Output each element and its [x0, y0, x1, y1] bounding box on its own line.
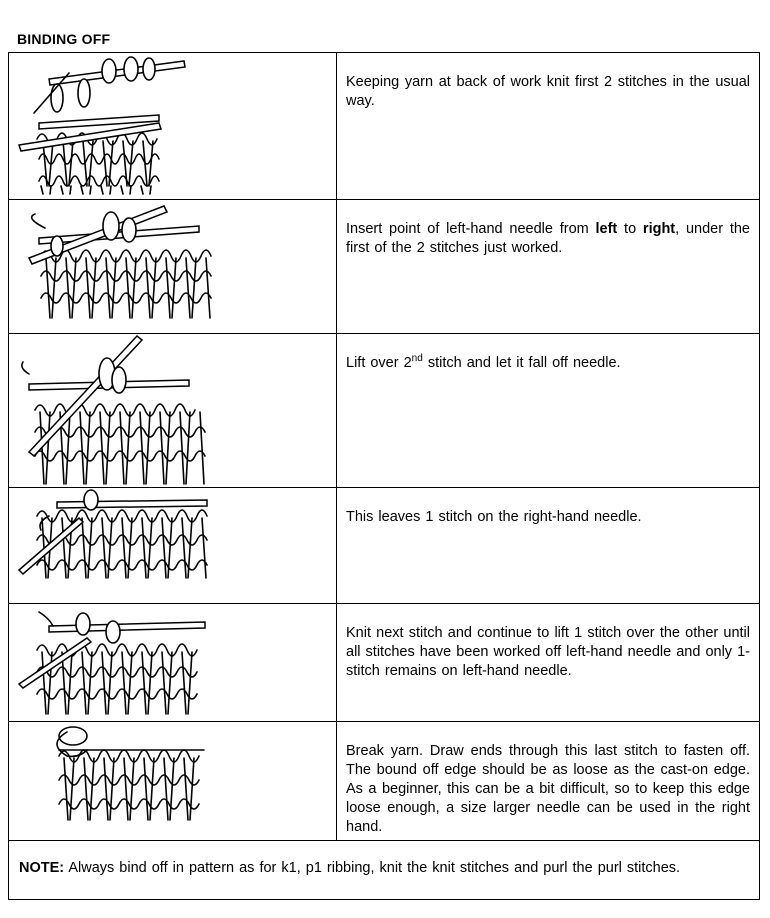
step-2-text — [337, 200, 760, 334]
step-2-text-after: , under the first of the 2 stitches just worked. — [346, 221, 750, 256]
step-5-illustration — [9, 604, 337, 722]
step-2-text-middle: to — [617, 221, 643, 237]
step-2-illustration — [9, 200, 337, 334]
step-3-text — [337, 334, 760, 488]
step-3-text-before: Lift over 2 — [346, 355, 412, 371]
step-2-bold-left: left — [595, 221, 618, 237]
step-row-1 — [9, 53, 760, 200]
note-text — [9, 841, 760, 900]
step-1-illustration — [9, 53, 337, 200]
step-row-6 — [9, 722, 760, 841]
step-3-illustration — [9, 334, 337, 488]
step-row-4 — [9, 488, 760, 604]
step-6-text: Break yarn. Draw ends through this last stitch to fasten off. The bound off edge should be as loose as the cast-on edge. As a beginner, this can be a bit difficult, so to keep this edge loose enough, a size larger needle can be used in the right hand. — [337, 722, 760, 841]
note-row — [9, 841, 760, 900]
step-row-2 — [9, 200, 760, 334]
lift-stitch-over-icon — [9, 334, 336, 487]
note-label: NOTE: — [19, 860, 65, 876]
step-4-text: This leaves 1 stitch on the right-hand needle. — [337, 488, 760, 604]
step-3-superscript: nd — [411, 353, 423, 365]
instructions-table — [8, 52, 760, 900]
step-row-3 — [9, 334, 760, 488]
step-2-text-before: Insert point of left-hand needle from — [346, 221, 596, 237]
continue-binding-off-icon — [9, 604, 336, 721]
step-2-bold-right: right — [642, 221, 676, 237]
left-needle-inserted-icon — [9, 200, 336, 333]
page-title: BINDING OFF — [17, 31, 111, 47]
step-row-5 — [9, 604, 760, 722]
fasten-off-icon — [9, 722, 336, 840]
step-5-text: Knit next stitch and continue to lift 1 stitch over the other until all stitches have been worked off left-hand needle and only 1-stitch remains on left-hand needle. — [337, 604, 760, 722]
note-body: Always bind off in pattern as for k1, p1 ribbing, knit the knit stitches and purl the purl stitches. — [64, 860, 681, 876]
knitting-two-stitches-worked-icon — [9, 53, 336, 199]
step-6-illustration — [9, 722, 337, 841]
step-3-text-after: stitch and let it fall off needle. — [422, 355, 621, 371]
one-stitch-remaining-icon — [9, 488, 336, 603]
step-4-illustration — [9, 488, 337, 604]
step-1-text: Keeping yarn at back of work knit first 2 stitches in the usual way. — [337, 53, 760, 200]
